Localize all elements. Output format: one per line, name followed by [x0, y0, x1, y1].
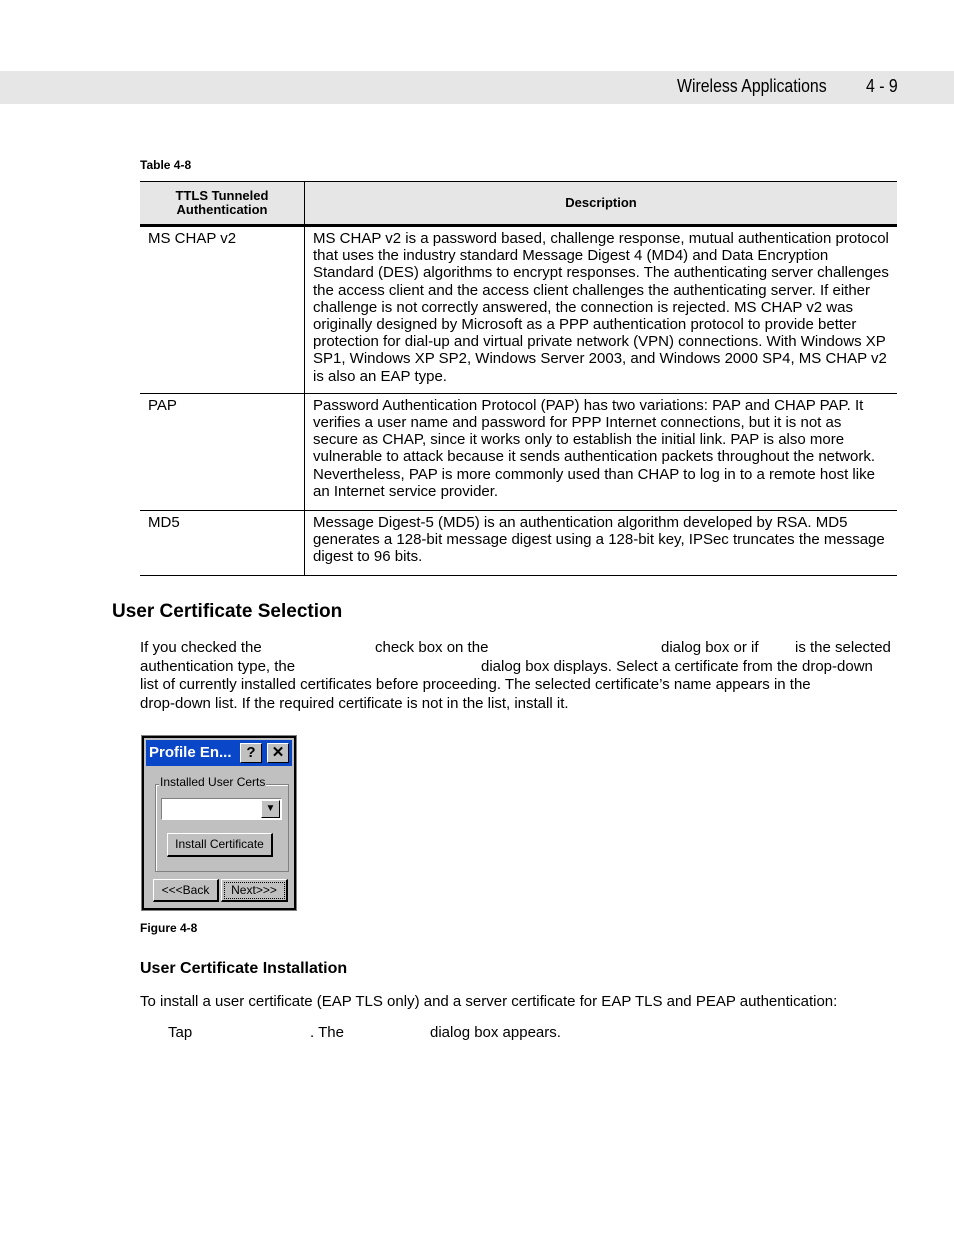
install-certificate-button[interactable]: Install Certificate [167, 833, 273, 857]
para-fragment: authentication type, the [140, 658, 296, 675]
col-header-auth-line2: Authentication [176, 202, 268, 217]
close-icon: ✕ [271, 744, 285, 761]
close-button[interactable] [267, 743, 289, 763]
step-fragment: dialog box appears. [430, 1024, 561, 1041]
profile-dialog-screenshot [142, 736, 296, 910]
subsection-heading: User Certificate Installation [140, 960, 348, 977]
table-row [140, 510, 897, 575]
col-header-auth [140, 182, 305, 226]
help-icon: ? [246, 744, 256, 761]
row-name: MD5 [140, 510, 305, 575]
help-button[interactable] [240, 743, 262, 763]
col-header-auth-line1: TTLS Tunneled [175, 188, 269, 203]
table-row [140, 226, 897, 394]
ttls-auth-table [140, 181, 897, 576]
next-button[interactable]: Next>>> [221, 879, 288, 902]
para-line: list of currently installed certificates before proceeding. The selected certificate’s name appears in the [140, 676, 811, 693]
para-fragment: dialog box or if [661, 639, 759, 656]
para-fragment: If you checked the [140, 639, 262, 656]
dialog-title-bar [146, 740, 292, 766]
para-fragment: is the selected [795, 639, 891, 656]
dialog-title: Profile En... [149, 744, 232, 761]
row-description: Message Digest-5 (MD5) is an authentication algorithm developed by RSA. MD5 generates a 128-bit message digest using a 128-bit key, IPSec truncates the message digest to 96 bits. [305, 510, 898, 575]
row-name: PAP [140, 393, 305, 510]
para-fragment: check box on the [375, 639, 489, 656]
row-description: MS CHAP v2 is a password based, challenge response, mutual authentication protocol that uses the industry standard Message Digest 4 (MD4) and Data Encryption Standard (DES) algorithms to encrypt responses. The authenticating server challenges the access client and the access client challenges the authenticating server. If either challenge is not correctly answered, the connection is rejected. MS CHAP v2 was originally designed by Microsoft as a PPP authentication protocol to provide better protection for dial-up and virtual private network (VPN) connections. With Windows XP SP1, Windows XP SP2, Windows Server 2003, and Windows 2000 SP4, MS CHAP v2 is also an EAP type. [305, 226, 898, 394]
chevron-down-icon[interactable] [261, 800, 280, 818]
dropdown-arrow-glyph: ▼ [265, 803, 276, 814]
subsection-intro: To install a user certificate (EAP TLS only) and a server certificate for EAP TLS and PEAP authentication: [140, 993, 838, 1010]
table-row [140, 393, 897, 510]
row-name: MS CHAP v2 [140, 226, 305, 394]
col-header-description: Description [305, 182, 898, 226]
step-fragment: Tap [168, 1024, 193, 1041]
step-fragment: . The [310, 1024, 344, 1041]
installed-certs-label: Installed User Certs [160, 775, 266, 789]
row-description: Password Authentication Protocol (PAP) has two variations: PAP and CHAP PAP. It verifies a user name and password for PPP Internet connections, but it is not as secure as CHAP, since it works only to establish the initial link. PAP is also more vulnerable to attack because it sends authentication packets throughout the network. Nevertheless, PAP is more commonly used than CHAP to log in to a remote host like an Internet service provider. [305, 393, 898, 510]
section-heading: User Certificate Selection [112, 601, 343, 622]
figure-caption: Figure 4-8 [140, 921, 198, 935]
para-fragment: dialog box displays. Select a certificate from the drop-down [481, 658, 873, 675]
header-section-title: Wireless Applications [677, 76, 827, 96]
table-header-row [140, 182, 897, 226]
para-line: drop-down list. If the required certificate is not in the list, install it. [140, 695, 569, 712]
certificate-dropdown[interactable] [161, 798, 282, 820]
back-button[interactable]: <<<Back [153, 879, 219, 902]
header-page-number: 4 - 9 [866, 76, 898, 96]
table-caption: Table 4-8 [140, 158, 192, 172]
